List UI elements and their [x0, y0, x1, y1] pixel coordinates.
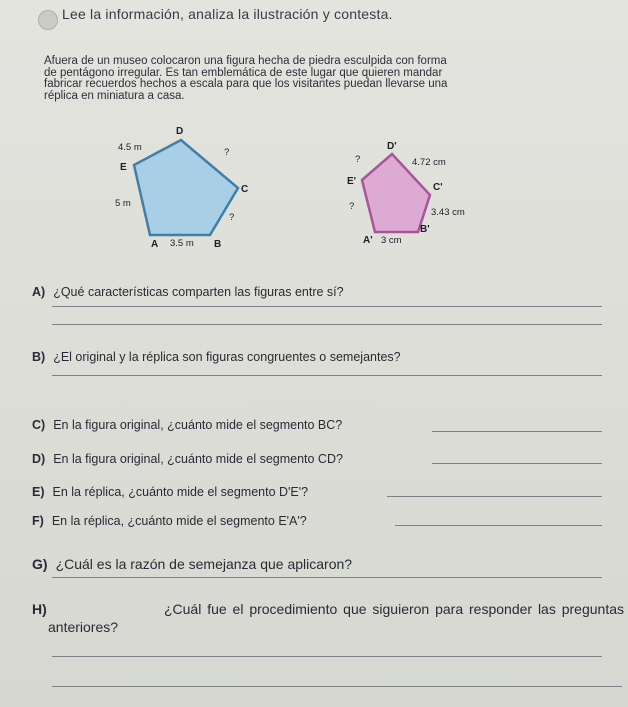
- question-b: [32, 350, 401, 364]
- replica-vertex-d: D': [387, 141, 397, 152]
- replica-label-ae: ?: [349, 201, 355, 212]
- question-text: ¿Qué características comparten las figuras entre sí?: [53, 285, 344, 299]
- original-label-bc: ?: [229, 212, 235, 223]
- question-text: En la figura original, ¿cuánto mide el segmento BC?: [53, 418, 343, 432]
- answer-line-a2[interactable]: [52, 324, 602, 325]
- question-letter: B): [32, 350, 46, 364]
- question-text: ¿Cuál es la razón de semejanza que aplicaron?: [55, 556, 353, 572]
- question-text: ¿Cuál fue el procedimiento que siguieron para responder las preguntas: [163, 601, 624, 617]
- replica-vertex-b: B': [420, 224, 430, 235]
- original-label-ed: 4.5 m: [118, 142, 142, 153]
- replica-label-ab: 3 cm: [381, 235, 402, 246]
- question-g: [32, 556, 352, 572]
- answer-line-h2[interactable]: [52, 686, 622, 687]
- answer-line-c[interactable]: [432, 431, 602, 432]
- answer-line-h1[interactable]: [52, 656, 602, 657]
- question-d: [32, 452, 343, 466]
- question-text: En la figura original, ¿cuánto mide el segmento CD?: [53, 452, 343, 466]
- original-pentagon: [134, 140, 238, 235]
- question-f: [32, 514, 307, 528]
- replica-vertex-c: C': [433, 182, 443, 193]
- intro-line: de pentágono irregular. Es tan emblemática de este lugar que quieren mandar: [44, 66, 443, 79]
- original-label-dc: ?: [224, 147, 230, 158]
- answer-line-a1[interactable]: [52, 306, 602, 307]
- answer-line-e[interactable]: [387, 496, 602, 497]
- replica-vertex-a: A': [363, 235, 373, 246]
- question-text: En la réplica, ¿cuánto mide el segmento D'E'?: [52, 485, 309, 499]
- original-vertex-c: C: [241, 184, 249, 195]
- question-a: [32, 285, 344, 299]
- question-text-continued: anteriores?: [48, 619, 119, 635]
- intro-line: Afuera de un museo colocaron una figura hecha de piedra esculpida con forma: [44, 55, 447, 67]
- question-letter: C): [32, 418, 46, 432]
- question-text: ¿El original y la réplica son figuras congruentes o semejantes?: [53, 350, 401, 364]
- question-letter: E): [32, 485, 45, 499]
- replica-label-bc: 3.43 cm: [431, 207, 465, 218]
- answer-line-g[interactable]: [52, 577, 602, 578]
- figures-illustration: [0, 0, 628, 260]
- intro-line: fabricar recuerdos hechos a escala para que los visitantes puedan llevarse una: [44, 78, 448, 90]
- answer-line-d[interactable]: [432, 463, 602, 464]
- question-c: [32, 418, 342, 432]
- question-letter: H): [32, 601, 47, 617]
- answer-line-b[interactable]: [52, 375, 602, 376]
- answer-line-f[interactable]: [395, 525, 602, 526]
- original-vertex-d: D: [176, 126, 184, 137]
- intro-line: réplica en miniatura a casa.: [44, 89, 185, 102]
- question-letter: G): [32, 556, 48, 572]
- original-vertex-e: E: [120, 162, 127, 173]
- replica-label-ed: ?: [355, 154, 361, 165]
- question-letter: A): [32, 285, 46, 299]
- question-letter: D): [32, 452, 46, 466]
- original-vertex-b: B: [214, 239, 222, 250]
- original-label-ab: 3.5 m: [170, 238, 194, 249]
- replica-vertex-e: E': [347, 176, 357, 187]
- question-e: [32, 485, 308, 499]
- instruction-text: Lee la información, analiza la ilustración y contesta.: [62, 6, 393, 22]
- original-label-ae: 5 m: [115, 198, 131, 209]
- question-text: En la réplica, ¿cuánto mide el segmento E'A'?: [51, 514, 307, 528]
- question-h: [32, 601, 622, 635]
- replica-label-dc: 4.72 cm: [412, 157, 446, 168]
- question-letter: F): [32, 514, 44, 528]
- original-vertex-a: A: [151, 239, 159, 250]
